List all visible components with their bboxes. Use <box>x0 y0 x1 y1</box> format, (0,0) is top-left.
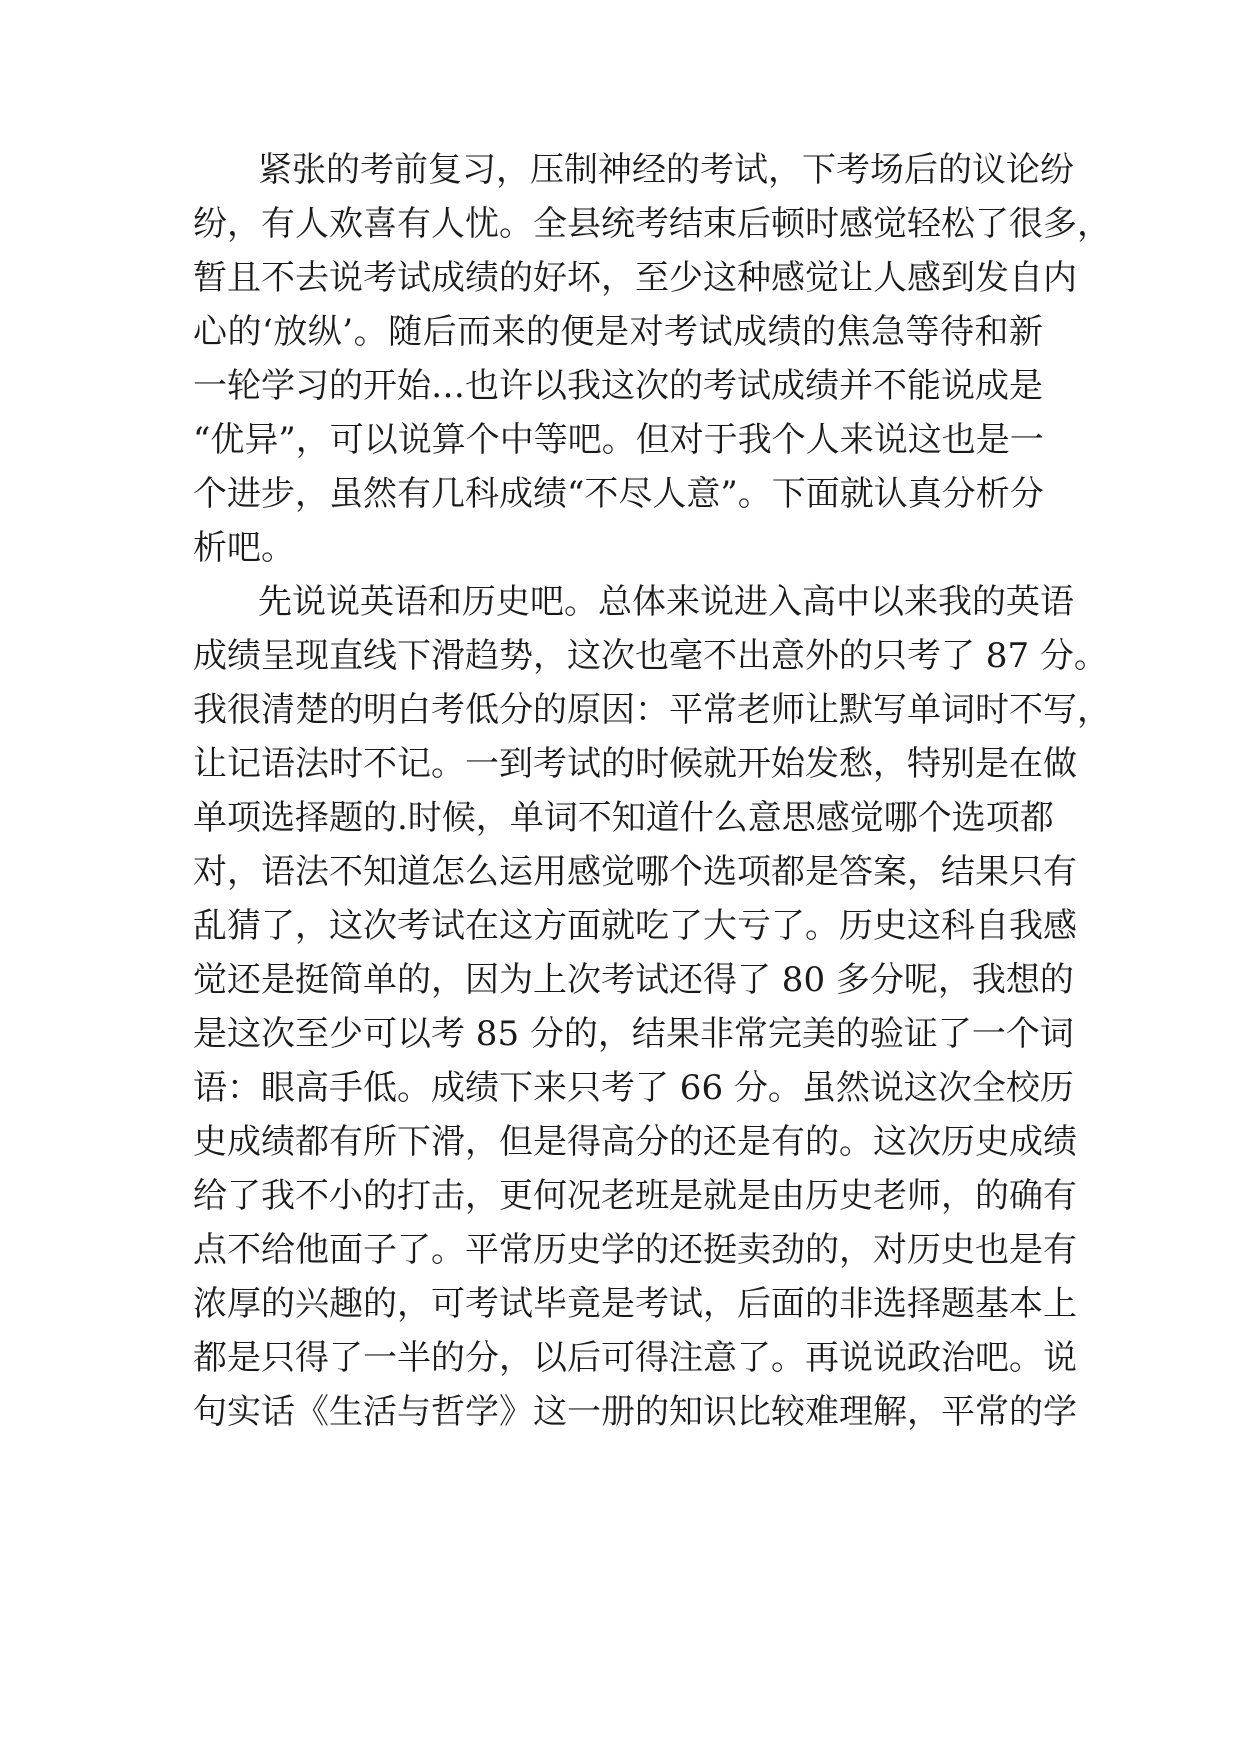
paragraph-1-line-7: 个进步，虽然有几科成绩“不尽人意”。下面就认真分析分 <box>193 474 1044 514</box>
paragraph-2-line-16: 句实话《生活与哲学》这一册的知识比较难理解，平常的学 <box>193 1392 1077 1432</box>
paragraph-2-line-11: 史成绩都有所下滑，但是得高分的还是有的。这次历史成绩 <box>193 1122 1077 1162</box>
paragraph-2-line-8: 觉还是挺简单的，因为上次考试还得了 80 多分呢，我想的 <box>193 960 1074 1000</box>
paragraph-1-line-8: 析吧。 <box>193 528 295 568</box>
paragraph-2-line-6: 对，语法不知道怎么运用感觉哪个选项都是答案，结果只有 <box>193 852 1077 892</box>
paragraph-1-line-1: 紧张的考前复习，压制神经的考试，下考场后的议论纷 <box>258 150 1074 190</box>
paragraph-2-line-15: 都是只得了一半的分，以后可得注意了。再说说政治吧。说 <box>193 1338 1077 1378</box>
paragraph-2-line-4: 让记语法时不记。一到考试的时候就开始发愁，特别是在做 <box>193 744 1077 784</box>
paragraph-2-line-13: 点不给他面子了。平常历史学的还挺卖劲的，对历史也是有 <box>193 1230 1077 1270</box>
paragraph-1-line-6: “优异”，可以说算个中等吧。但对于我个人来说这也是一 <box>193 420 1044 460</box>
paragraph-2-line-14: 浓厚的兴趣的，可考试毕竟是考试，后面的非选择题基本上 <box>193 1284 1077 1324</box>
paragraph-1-line-5: 一轮学习的开始…也许以我这次的考试成绩并不能说成是 <box>193 366 1043 406</box>
paragraph-2-line-2: 成绩呈现直线下滑趋势，这次也毫不出意外的只考了 87 分。 <box>193 636 1108 676</box>
paragraph-2-line-9: 是这次至少可以考 85 分的，结果非常完美的验证了一个词 <box>193 1014 1074 1054</box>
paragraph-2-line-3: 我很清楚的明白考低分的原因：平常老师让默写单词时不写， <box>193 690 1111 730</box>
paragraph-2-line-10: 语：眼高手低。成绩下来只考了 66 分。虽然说这次全校历 <box>193 1068 1074 1108</box>
paragraph-1-line-3: 暂且不去说考试成绩的好坏，至少这种感觉让人感到发自内 <box>193 258 1077 298</box>
paragraph-2-line-7: 乱猜了，这次考试在这方面就吃了大亏了。历史这科自我感 <box>193 906 1077 946</box>
paragraph-2-line-12: 给了我不小的打击，更何况老班是就是由历史老师，的确有 <box>193 1176 1077 1216</box>
paragraph-2-line-5: 单项选择题的.时候，单词不知道什么意思感觉哪个选项都 <box>193 798 1054 838</box>
paragraph-1-line-2: 纷，有人欢喜有人忧。全县统考结束后顿时感觉轻松了很多， <box>193 204 1111 244</box>
paragraph-1-line-4: 心的‘放纵’。随后而来的便是对考试成绩的焦急等待和新 <box>193 312 1043 352</box>
paragraph-2-line-1: 先说说英语和历史吧。总体来说进入高中以来我的英语 <box>258 582 1074 622</box>
